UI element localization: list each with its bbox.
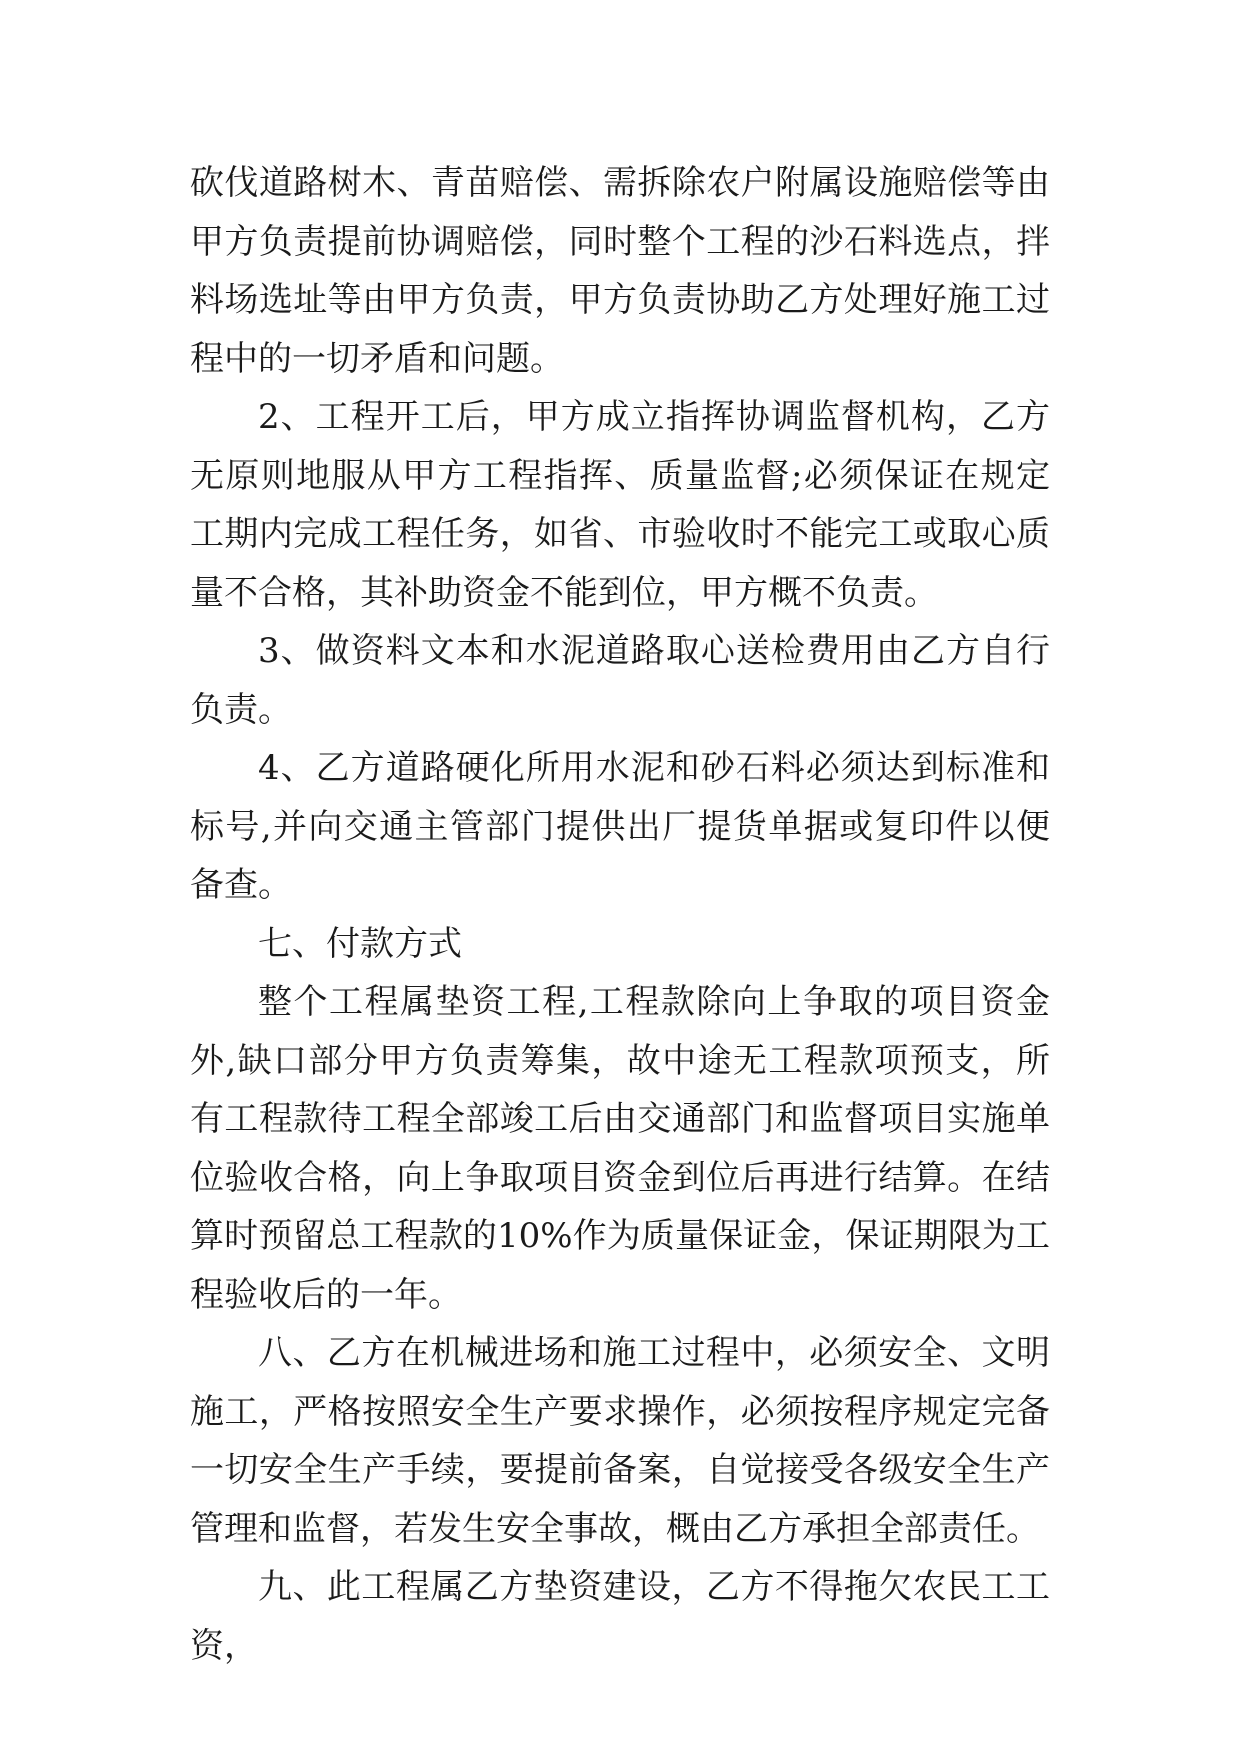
paragraph-clause-4: 4、乙方道路硬化所用水泥和砂石料必须达到标准和标号,并向交通主管部门提供出厂提货单据或复印件以便备查。 — [190, 748, 1050, 905]
paragraph-section-8: 八、乙方在机械进场和施工过程中，必须安全、文明施工，严格按照安全生产要求操作，必须按程序规定完备一切安全生产手续，要提前备案，自觉接受各级安全生产管理和监督，若发生安全事故，概由乙方承担全部责任。 — [190, 1333, 1050, 1549]
paragraph-clause-3: 3、做资料文本和水泥道路取心送检费用由乙方自行负责。 — [190, 631, 1050, 730]
paragraph-section-9: 九、此工程属乙方垫资建设，乙方不得拖欠农民工工资， — [190, 1567, 1050, 1666]
section-heading-payment: 七、付款方式 — [258, 923, 462, 964]
document-body — [190, 154, 1050, 1675]
paragraph-continuation: 砍伐道路树木、青苗赔偿、需拆除农户附属设施赔偿等由甲方负责提前协调赔偿，同时整个工程的沙石料选点，拌料场选址等由甲方负责，甲方负责协助乙方处理好施工过程中的一切矛盾和问题。 — [190, 163, 1050, 379]
paragraph-payment: 整个工程属垫资工程,工程款除向上争取的项目资金外,缺口部分甲方负责筹集，故中途无工程款项预支，所有工程款待工程全部竣工后由交通部门和监督项目实施单位验收合格，向上争取项目资金到位后再进行结算。在结算时预留总工程款的10%作为质量保证金，保证期限为工程验收后的一年。 — [190, 982, 1050, 1315]
paragraph-clause-2: 2、工程开工后，甲方成立指挥协调监督机构，乙方无原则地服从甲方工程指挥、质量监督;必须保证在规定工期内完成工程任务，如省、市验收时不能完工或取心质量不合格，其补助资金不能到位，甲方概不负责。 — [190, 397, 1050, 613]
